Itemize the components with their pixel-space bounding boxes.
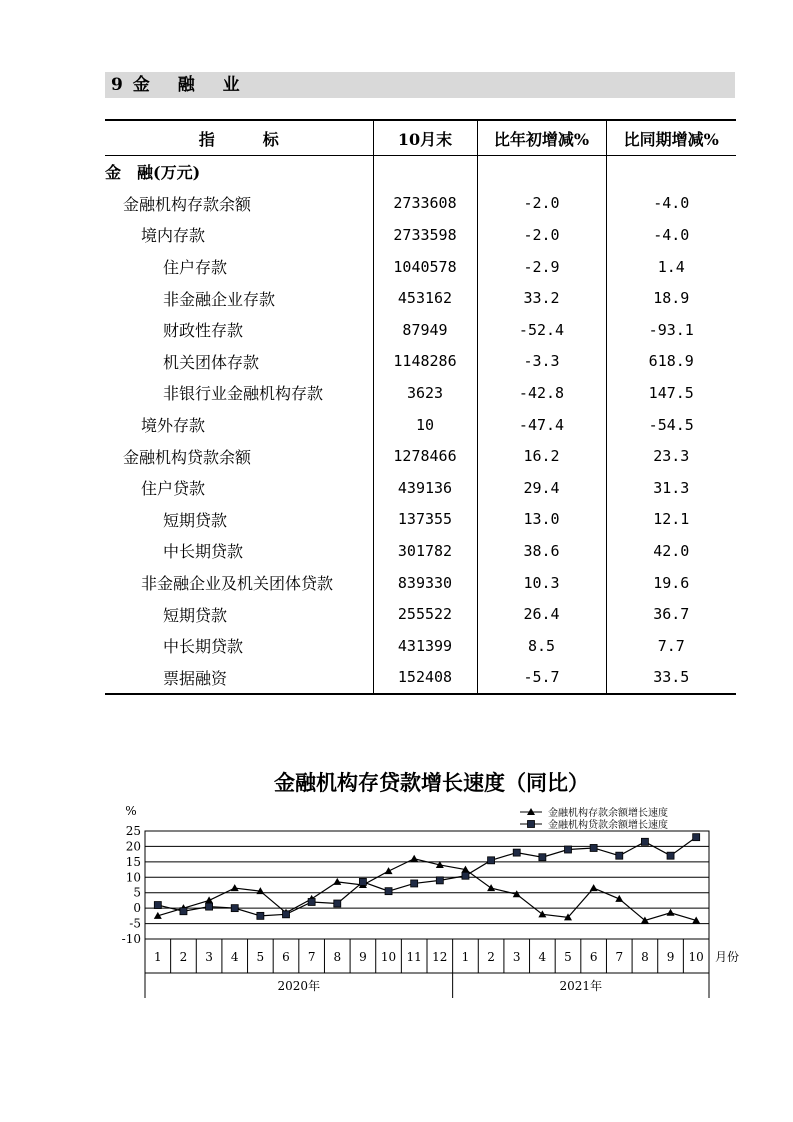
row-october-value: 1278466 (373, 440, 477, 472)
row-yoy-change: -93.1 (606, 314, 736, 346)
row-label: 金融机构存款余额 (123, 194, 252, 214)
x-tick-label: 6 (589, 950, 598, 964)
row-label: 住户存款 (163, 258, 228, 278)
data-point-loan (206, 903, 213, 910)
row-yoy-change: 19.6 (606, 567, 736, 599)
row-yoy-change: 42.0 (606, 535, 736, 567)
x-axis-label: 月份 (714, 950, 740, 964)
x-tick-label: 7 (615, 950, 624, 964)
data-point-deposit (410, 855, 418, 862)
row-october-value: 301782 (373, 535, 477, 567)
x-tick-label: 11 (406, 950, 422, 964)
data-point-loan (180, 908, 187, 915)
row-label: 中长期贷款 (163, 637, 244, 657)
row-label: 金 融(万元) (105, 163, 201, 183)
x-tick-label: 5 (256, 950, 265, 964)
row-yoy-change: -4.0 (606, 188, 736, 220)
data-point-loan (257, 912, 264, 919)
data-point-deposit (205, 896, 213, 903)
data-point-deposit (667, 909, 675, 916)
row-ytd-change: 16.2 (477, 440, 606, 472)
chart-title: 金融机构存贷款增长速度（同比） (274, 771, 589, 795)
section-title-char: 业 (222, 75, 240, 95)
data-point-loan (462, 872, 469, 879)
row-ytd-change: -42.8 (477, 377, 606, 409)
row-label: 境内存款 (141, 226, 206, 246)
data-point-loan (693, 834, 700, 841)
y-tick-label: -5 (129, 916, 141, 931)
row-ytd-change: -2.0 (477, 219, 606, 251)
row-october-value: 87949 (373, 314, 477, 346)
row-ytd-change: 33.2 (477, 282, 606, 314)
x-tick-label: 8 (333, 950, 342, 964)
row-october-value: 2733598 (373, 219, 477, 251)
row-label: 短期贷款 (163, 510, 228, 530)
y-tick-label: 5 (133, 885, 141, 900)
x-tick-label: 7 (307, 950, 316, 964)
row-yoy-change: 618.9 (606, 346, 736, 378)
row-october-value: 255522 (373, 598, 477, 630)
header-ytd-change: 比年初增减% (477, 120, 606, 156)
section-title-char: 金 (132, 75, 150, 95)
row-yoy-change: 18.9 (606, 282, 736, 314)
year-label: 2021年 (559, 979, 603, 993)
data-point-loan (641, 838, 648, 845)
row-label: 中长期贷款 (163, 542, 244, 562)
y-tick-label: 15 (125, 854, 141, 869)
row-october-value: 2733608 (373, 188, 477, 220)
row-label: 财政性存款 (163, 321, 244, 341)
legend-label: 金融机构贷款余额增长速度 (548, 820, 668, 831)
data-point-loan (436, 877, 443, 884)
x-tick-label: 2 (179, 950, 188, 964)
row-ytd-change: 29.4 (477, 472, 606, 504)
x-tick-label: 1 (461, 950, 470, 964)
x-tick-label: 4 (538, 950, 547, 964)
data-point-loan (283, 911, 290, 918)
row-label: 住户贷款 (141, 479, 206, 499)
data-point-loan (308, 898, 315, 905)
data-point-loan (667, 852, 674, 859)
header-indicator: 指 标 (105, 120, 373, 156)
row-yoy-change: 147.5 (606, 377, 736, 409)
row-ytd-change: -52.4 (477, 314, 606, 346)
row-label: 境外存款 (141, 416, 206, 436)
row-yoy-change: 7.7 (606, 630, 736, 662)
row-ytd-change: -2.9 (477, 251, 606, 283)
row-october-value: 1148286 (373, 346, 477, 378)
row-ytd-change: 13.0 (477, 504, 606, 536)
row-label: 非银行业金融机构存款 (163, 384, 324, 404)
row-ytd-change: -5.7 (477, 662, 606, 695)
data-point-deposit (487, 884, 495, 891)
row-label: 机关团体存款 (163, 352, 260, 372)
row-label: 非金融企业及机关团体贷款 (141, 574, 334, 594)
row-label: 金融机构贷款余额 (123, 447, 252, 467)
row-october-value: 439136 (373, 472, 477, 504)
y-axis-label: % (125, 804, 137, 818)
data-point-loan (539, 854, 546, 861)
row-october-value: 137355 (373, 504, 477, 536)
section-number: 9 (111, 75, 123, 95)
data-point-deposit (615, 895, 623, 902)
row-ytd-change: 8.5 (477, 630, 606, 662)
row-label: 非金融企业存款 (163, 289, 276, 309)
row-october-value: 3623 (373, 377, 477, 409)
row-october-value: 839330 (373, 567, 477, 599)
data-point-loan (231, 905, 238, 912)
row-ytd-change: -3.3 (477, 346, 606, 378)
data-point-loan (565, 846, 572, 853)
header-yoy-change: 比同期增减% (606, 120, 736, 156)
x-tick-label: 8 (641, 950, 649, 964)
y-tick-label: 0 (133, 901, 141, 916)
x-tick-label: 5 (564, 950, 572, 964)
row-yoy-change: 1.4 (606, 251, 736, 283)
x-tick-label: 10 (380, 950, 397, 964)
row-october-value: 10 (373, 409, 477, 441)
y-tick-label: -10 (121, 932, 141, 946)
data-point-deposit (385, 867, 393, 874)
header-october-end: 10月末 (373, 120, 477, 156)
y-tick-label: 10 (125, 870, 141, 885)
data-point-loan (528, 821, 535, 828)
y-tick-label: 25 (125, 824, 141, 838)
x-tick-label: 3 (205, 950, 213, 964)
row-yoy-change: 12.1 (606, 504, 736, 536)
data-point-loan (616, 852, 623, 859)
row-yoy-change: 33.5 (606, 662, 736, 695)
row-ytd-change: -2.0 (477, 188, 606, 220)
row-yoy-change: 31.3 (606, 472, 736, 504)
data-point-deposit (590, 884, 598, 891)
x-tick-label: 4 (230, 950, 239, 964)
row-yoy-change: -54.5 (606, 409, 736, 441)
x-tick-label: 6 (282, 950, 290, 964)
data-point-loan (513, 849, 520, 856)
series-line-loan (158, 837, 696, 916)
data-point-loan (411, 880, 418, 887)
data-point-loan (154, 902, 161, 909)
row-ytd-change: 26.4 (477, 598, 606, 630)
x-tick-label: 1 (153, 950, 162, 964)
x-tick-label: 2 (487, 950, 495, 964)
row-ytd-change: -47.4 (477, 409, 606, 441)
row-label: 短期贷款 (163, 605, 228, 625)
data-point-loan (359, 878, 366, 885)
data-point-loan (334, 900, 341, 907)
data-point-loan (590, 844, 597, 851)
row-label: 票据融资 (105, 662, 373, 695)
row-yoy-change: 23.3 (606, 440, 736, 472)
row-yoy-change: 36.7 (606, 598, 736, 630)
x-tick-label: 12 (432, 950, 448, 964)
row-october-value: 453162 (373, 282, 477, 314)
data-point-loan (488, 857, 495, 864)
y-tick-label: 20 (125, 839, 141, 854)
legend-label: 金融机构存款余额增长速度 (548, 808, 668, 819)
row-ytd-change: 38.6 (477, 535, 606, 567)
row-yoy-change: -4.0 (606, 219, 736, 251)
x-tick-label: 9 (359, 950, 367, 964)
data-point-deposit (231, 884, 239, 891)
data-point-deposit (333, 878, 341, 885)
row-october-value: 431399 (373, 630, 477, 662)
data-point-loan (385, 888, 392, 895)
row-ytd-change: 10.3 (477, 567, 606, 599)
x-tick-label: 10 (688, 950, 704, 964)
section-title-char: 融 (177, 75, 195, 95)
x-tick-label: 3 (512, 950, 521, 964)
x-tick-label: 9 (666, 950, 675, 964)
row-october-value: 1040578 (373, 251, 477, 283)
year-label: 2020年 (277, 979, 321, 993)
row-october-value: 152408 (373, 662, 477, 695)
plot-area (145, 831, 709, 939)
